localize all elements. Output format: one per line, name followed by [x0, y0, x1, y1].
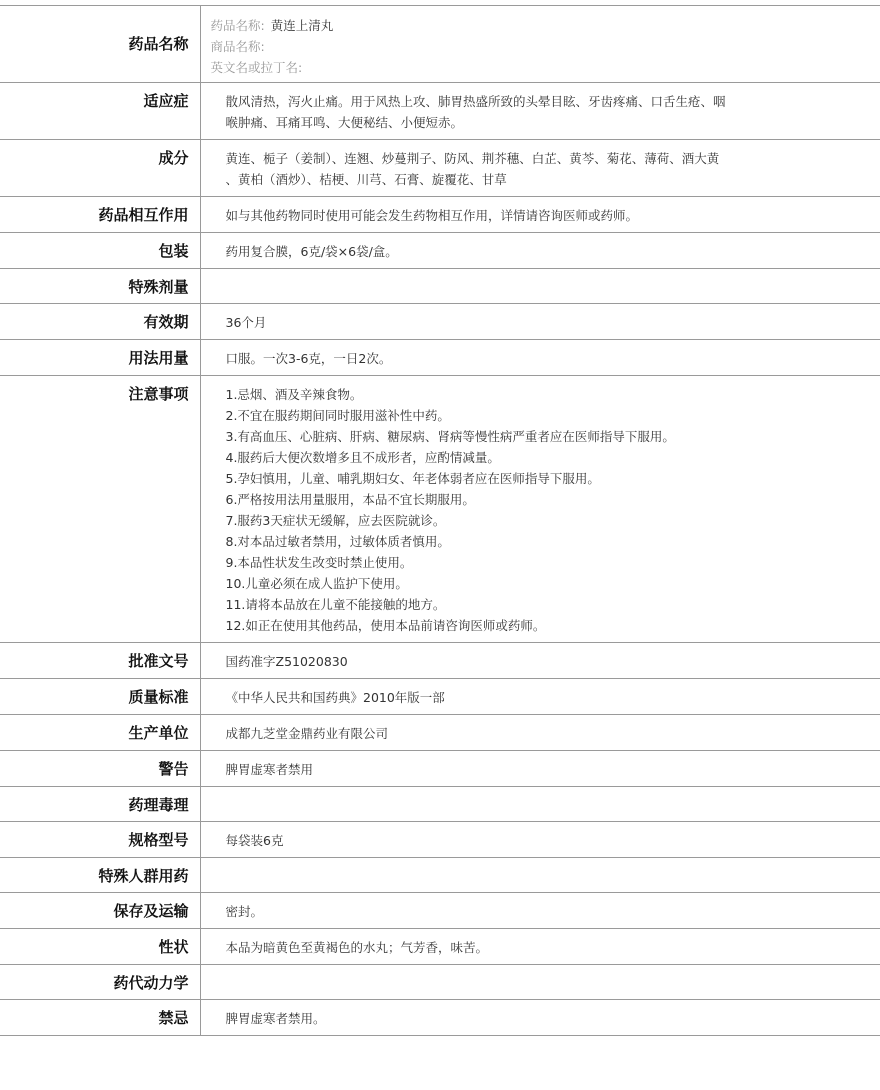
- value-line: 成都九芝堂金鼎药业有限公司: [225, 726, 389, 741]
- spec-row: [0, 822, 880, 858]
- row-value: [200, 822, 880, 858]
- spec-row: [0, 376, 880, 643]
- row-value: [200, 893, 880, 929]
- value-line: 口服。一次3-6克，一日2次。: [225, 351, 392, 366]
- row-value: [200, 304, 880, 340]
- row-value: [200, 83, 880, 140]
- value-line: 7.服药3天症状无缓解，应去医院就诊。: [225, 513, 446, 528]
- generic-name-line: [211, 15, 871, 36]
- value-line: 每袋装6克: [225, 833, 284, 848]
- spec-row: [0, 929, 880, 965]
- spec-row: [0, 893, 880, 929]
- row-value: [200, 1000, 880, 1036]
- value-line: 本品为暗黄色至黄褐色的水丸；气芳香，味苦。: [225, 940, 489, 955]
- row-label: 批准文号: [0, 643, 200, 679]
- spec-row: [0, 643, 880, 679]
- value-line: 喉肿痛、耳痛耳鸣、大便秘结、小便短赤。: [225, 115, 464, 130]
- value-line: 、黄柏（酒炒）、桔梗、川芎、石膏、旋覆花、甘草: [225, 172, 507, 187]
- spec-row: [0, 197, 880, 233]
- spec-row: [0, 751, 880, 787]
- row-value: [200, 340, 880, 376]
- spec-table-body: [0, 6, 880, 1036]
- english-name-label: 英文名或拉丁名:: [210, 60, 303, 75]
- row-value: [200, 233, 880, 269]
- row-label: 包装: [0, 233, 200, 269]
- value-line: 6.严格按用法用量服用，本品不宜长期服用。: [225, 492, 475, 507]
- row-value: [200, 858, 880, 893]
- drug-name-values: [200, 6, 880, 83]
- drug-spec-table: [0, 5, 880, 1036]
- value-line: 8.对本品过敏者禁用，过敏体质者慎用。: [225, 534, 450, 549]
- value-line: 《中华人民共和国药典》2010年版一部: [225, 690, 445, 705]
- row-label: 禁忌: [0, 1000, 200, 1036]
- value-line: 国药准字Z51020830: [225, 654, 348, 669]
- row-value: [200, 269, 880, 304]
- row-label: 药品相互作用: [0, 197, 200, 233]
- value-line: 密封。: [225, 904, 264, 919]
- spec-row: [0, 233, 880, 269]
- row-label: 药品名称: [0, 6, 200, 83]
- spec-row: [0, 304, 880, 340]
- row-label: 药理毒理: [0, 787, 200, 822]
- row-value: [200, 643, 880, 679]
- row-value: [200, 929, 880, 965]
- spec-row-drug-name: [0, 6, 880, 83]
- value-line: 3.有高血压、心脏病、肝病、糖尿病、肾病等慢性病严重者应在医师指导下服用。: [225, 429, 675, 444]
- spec-row: [0, 140, 880, 197]
- row-label: 性状: [0, 929, 200, 965]
- row-value: [200, 197, 880, 233]
- value-line: 36个月: [225, 315, 267, 330]
- value-line: 4.服药后大便次数增多且不成形者，应酌情减量。: [225, 450, 500, 465]
- row-label: 成分: [0, 140, 200, 197]
- row-label: 特殊人群用药: [0, 858, 200, 893]
- row-value: [200, 751, 880, 787]
- row-label: 质量标准: [0, 679, 200, 715]
- row-value: [200, 376, 880, 643]
- row-value: [200, 715, 880, 751]
- value-line: 5.孕妇慎用，儿童、哺乳期妇女、年老体弱者应在医师指导下服用。: [225, 471, 600, 486]
- row-label: 有效期: [0, 304, 200, 340]
- spec-row: [0, 269, 880, 304]
- value-line: 药用复合膜，6克/袋×6袋/盒。: [225, 244, 398, 259]
- value-line: 12.如正在使用其他药品，使用本品前请咨询医师或药师。: [225, 618, 546, 633]
- spec-row: [0, 1000, 880, 1036]
- value-line: 散风清热，泻火止痛。用于风热上攻、肺胃热盛所致的头晕目眩、牙齿疼痛、口舌生疮、咽: [225, 94, 726, 109]
- trade-name-label: 商品名称:: [210, 39, 265, 54]
- row-label: 注意事项: [0, 376, 200, 643]
- value-line: 11.请将本品放在儿童不能接触的地方。: [225, 597, 446, 612]
- spec-row: [0, 679, 880, 715]
- value-line: 10.儿童必须在成人监护下使用。: [225, 576, 408, 591]
- value-line: 2.不宜在服药期间同时服用滋补性中药。: [225, 408, 450, 423]
- row-label: 适应症: [0, 83, 200, 140]
- value-line: 脾胃虚寒者禁用: [225, 762, 314, 777]
- spec-row: [0, 787, 880, 822]
- spec-row: [0, 715, 880, 751]
- spec-row: [0, 340, 880, 376]
- row-value: [200, 965, 880, 1000]
- row-label: 保存及运输: [0, 893, 200, 929]
- value-line: 1.忌烟、酒及辛辣食物。: [225, 387, 363, 402]
- row-label: 特殊剂量: [0, 269, 200, 304]
- row-label: 药代动力学: [0, 965, 200, 1000]
- row-value: [200, 787, 880, 822]
- row-value: [200, 679, 880, 715]
- value-line: 如与其他药物同时使用可能会发生药物相互作用，详情请咨询医师或药师。: [225, 208, 639, 223]
- row-label: 用法用量: [0, 340, 200, 376]
- spec-row: [0, 858, 880, 893]
- spec-row: [0, 83, 880, 140]
- row-label: 警告: [0, 751, 200, 787]
- value-line: 9.本品性状发生改变时禁止使用。: [225, 555, 413, 570]
- value-line: 脾胃虚寒者禁用。: [225, 1011, 326, 1026]
- row-value: [200, 140, 880, 197]
- row-label: 生产单位: [0, 715, 200, 751]
- value-line: 黄连、栀子（姜制）、连翘、炒蔓荆子、防风、荆芥穗、白芷、黄芩、菊花、薄荷、酒大黄: [225, 151, 720, 166]
- spec-row: [0, 965, 880, 1000]
- generic-name-value: 黄连上清丸: [270, 18, 334, 33]
- generic-name-label: 药品名称:: [210, 18, 265, 33]
- row-label: 规格型号: [0, 822, 200, 858]
